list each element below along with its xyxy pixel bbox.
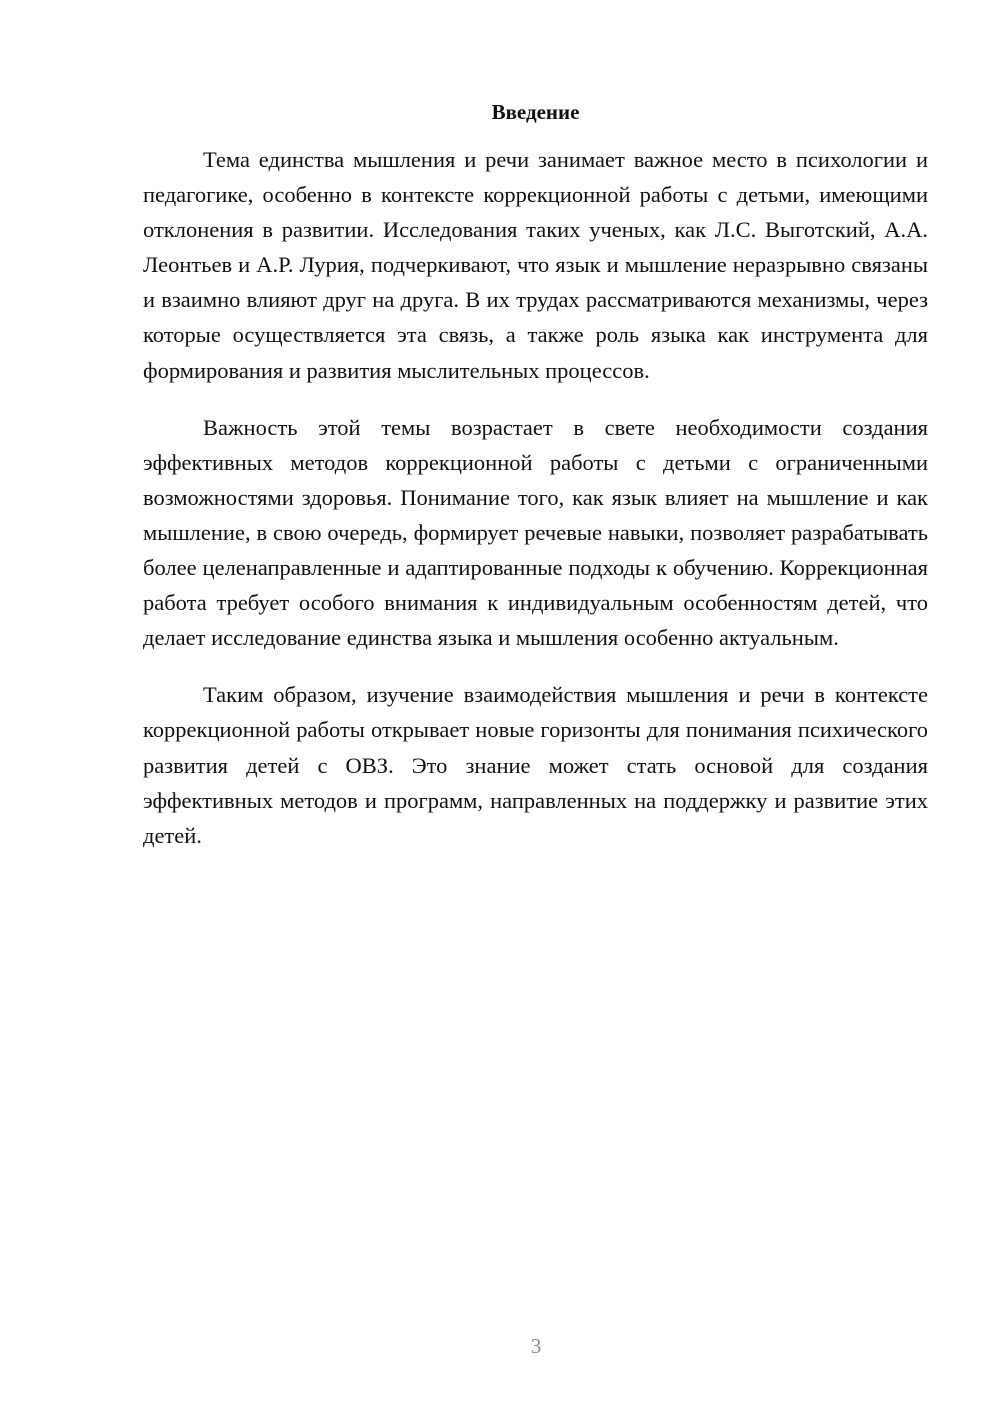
page-number: 3: [530, 1334, 542, 1358]
paragraph-1: Тема единства мышления и речи занимает важное место в психологии и педагогике, особенно в контексте коррекционной работы с детьми, имеющими отклонения в развитии. Исследования таких ученых, как Л.С. Выготский, А.А. Леонтьев и А.Р. Лурия, подчеркивают, что язык и мышление неразрывно связаны и взаимно влияют друг на друга. В их трудах рассматриваются механизмы, через которые осуществляется эта связь, а также роль языка как инструмента для формирования и развития мыслительных процессов.: [143, 147, 928, 383]
section-heading: Введение: [491, 100, 580, 124]
paragraph-2: Важность этой темы возрастает в свете необходимости создания эффективных методов коррекционной работы с детьми с ограниченными возможностями здоровья. Понимание того, как язык влияет на мышление и как мышление, в свою очередь, формирует речевые навыки, позволяет разрабатывать более целенаправленные и адаптированные подходы к обучению. Коррекционная работа требует особого внимания к индивидуальным особенностям детей, что делает исследование единства языка и мышления особенно актуальным.: [143, 414, 928, 651]
paragraph-3: Таким образом, изучение взаимодействия мышления и речи в контексте коррекционной работы открывает новые горизонты для понимания психического развития детей с ОВЗ. Это знание может стать основой для создания эффективных методов и программ, направленных на поддержку и развитие этих детей.: [143, 682, 928, 848]
body-text: [143, 142, 928, 875]
